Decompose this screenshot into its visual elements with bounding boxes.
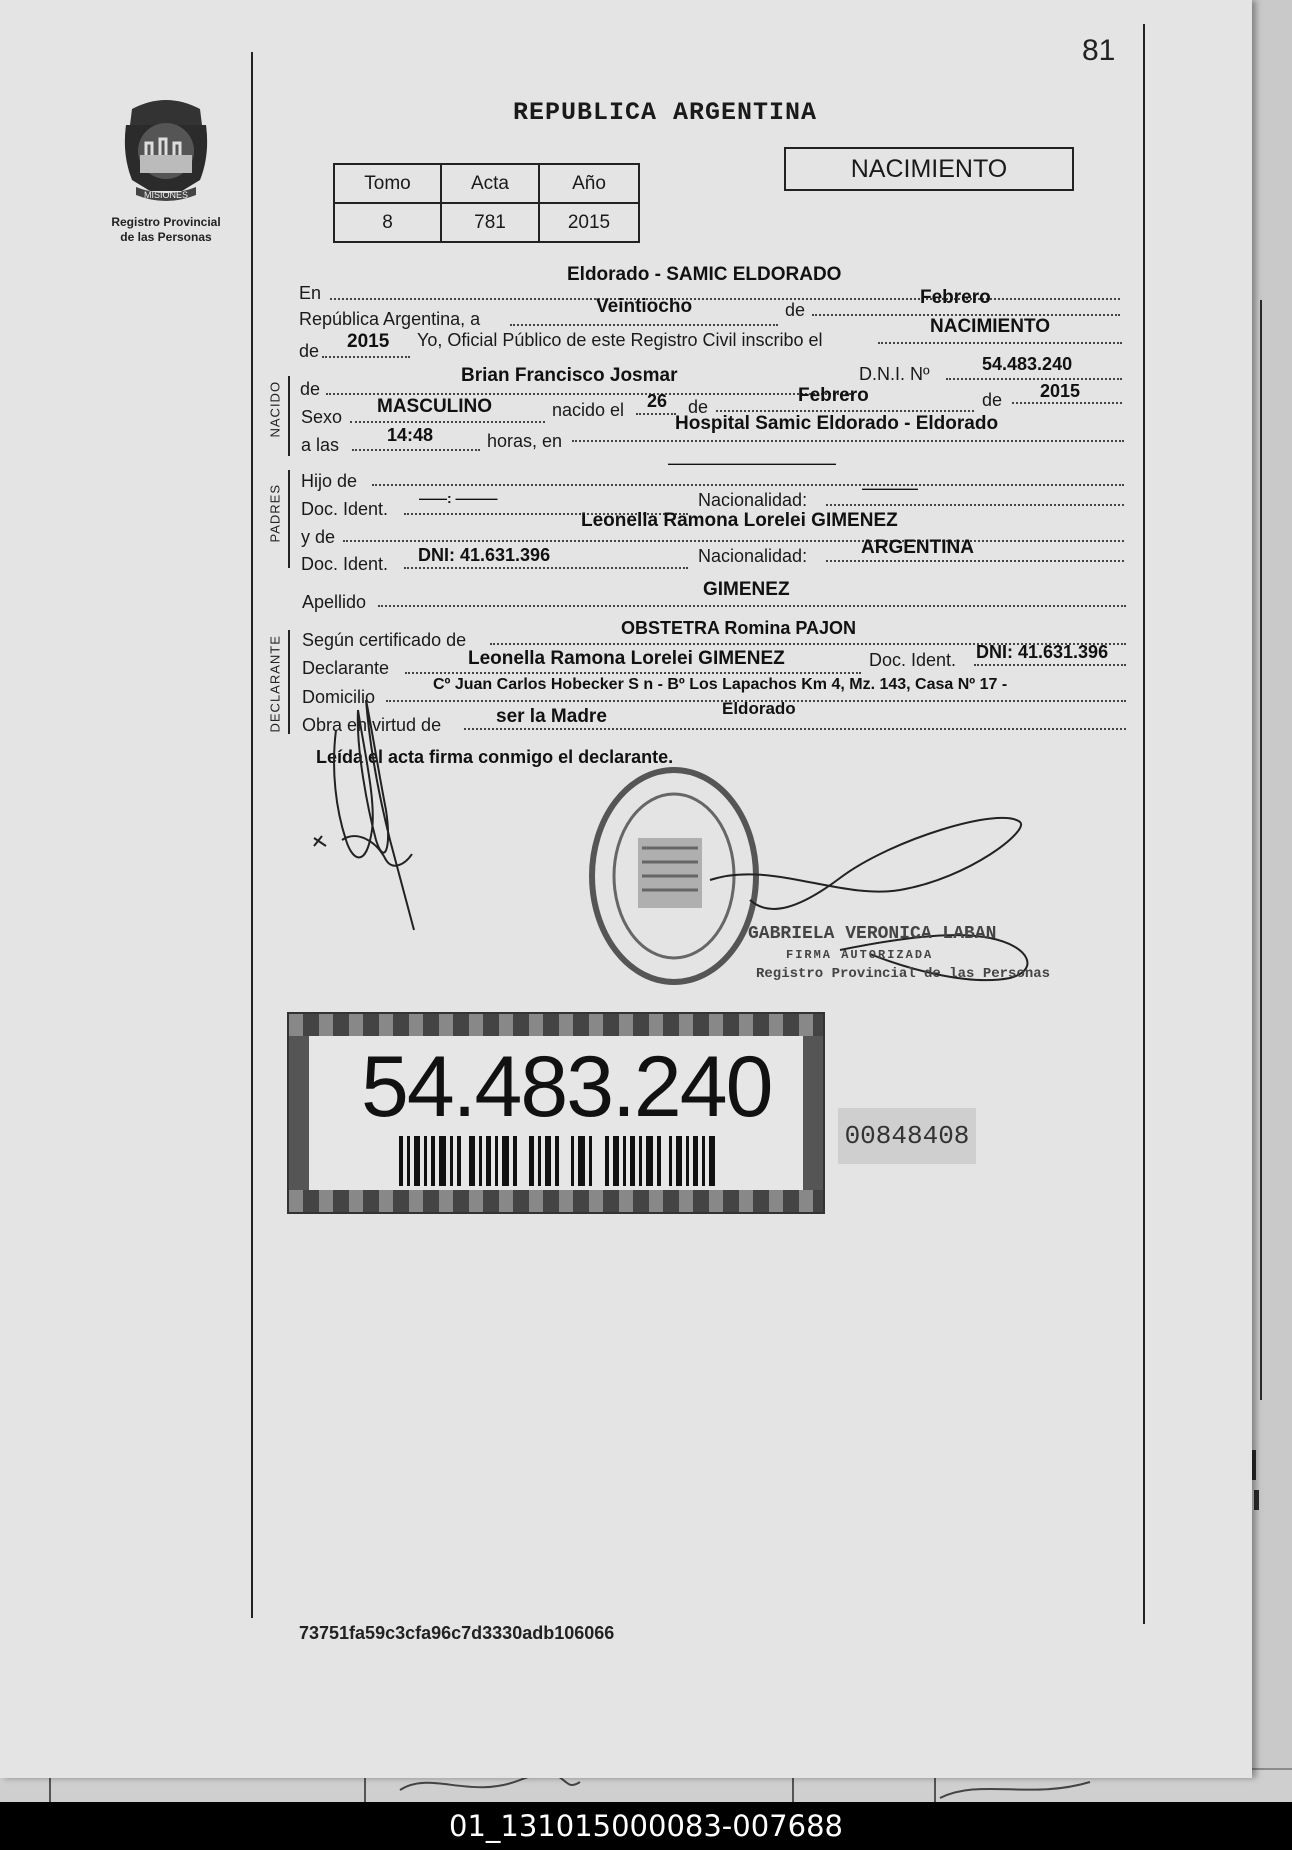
sticker-inner bbox=[309, 1036, 803, 1190]
value-anio: 2015 bbox=[539, 203, 639, 242]
obra-label: Obra en virtud de bbox=[302, 715, 442, 735]
header-anio: Año bbox=[539, 164, 639, 203]
padres-section-label: PADRES bbox=[267, 484, 283, 543]
anio-value: 2015 bbox=[347, 331, 390, 352]
page-number: 81 bbox=[1082, 34, 1116, 67]
madre-dots bbox=[343, 540, 1124, 542]
en-dots bbox=[330, 298, 1120, 300]
en-label: En bbox=[299, 283, 322, 303]
declarant-signature bbox=[306, 690, 456, 950]
image-caption: 01_131015000083-007688 bbox=[0, 1802, 1292, 1850]
domicilio-label: Domicilio bbox=[302, 687, 376, 707]
logo-caption-line-1: Registro Provincial bbox=[111, 215, 221, 229]
hijo-dots bbox=[372, 484, 1124, 486]
apellido-value: GIMENEZ bbox=[703, 579, 790, 600]
doc2-value: DNI: 41.631.396 bbox=[418, 545, 551, 565]
nombre-dots bbox=[326, 393, 854, 395]
padres-bracket bbox=[288, 470, 290, 568]
dia-value: Veintiocho bbox=[596, 296, 693, 317]
country-title: REPUBLICA ARGENTINA bbox=[513, 98, 818, 127]
anio-nac-dots bbox=[1012, 402, 1122, 404]
nac1-label: Nacionalidad: bbox=[698, 490, 808, 510]
apellido-label: Apellido bbox=[302, 592, 367, 612]
tipo-value: NACIMIENTO bbox=[930, 316, 1050, 337]
hijo-label: Hijo de bbox=[301, 471, 358, 491]
sticker-border-pattern-bottom bbox=[289, 1190, 823, 1212]
nacido-de-label-2: de bbox=[688, 397, 709, 417]
nacido-de-label: de bbox=[300, 379, 321, 399]
a-las-label: a las bbox=[301, 435, 340, 455]
domicilio-value-2: Eldorado bbox=[722, 699, 796, 718]
hora-value: 14:48 bbox=[387, 425, 434, 445]
registry-table bbox=[333, 163, 640, 243]
dni-dots bbox=[946, 378, 1122, 380]
nacido-section-label: NACIDO bbox=[267, 380, 283, 438]
lugar-value: Hospital Samic Eldorado - Eldorado bbox=[675, 413, 999, 434]
registry-value-row bbox=[334, 203, 639, 242]
official-org: Registro Provincial de las Personas bbox=[756, 966, 1051, 982]
hora-dots bbox=[352, 449, 480, 451]
leida-text: Leída el acta firma conmigo el declarante. bbox=[316, 747, 674, 767]
mes-nac-value: Febrero bbox=[798, 385, 869, 406]
declarante-bracket bbox=[288, 630, 290, 734]
nac1-value: ———— bbox=[862, 480, 918, 496]
value-tomo: 8 bbox=[334, 203, 441, 242]
barcode-sticker bbox=[287, 1012, 825, 1214]
nacido-bracket bbox=[288, 376, 290, 456]
document-type-box: NACIMIENTO bbox=[784, 147, 1074, 191]
republica-label: República Argentina, a bbox=[299, 309, 481, 329]
logo-caption bbox=[96, 215, 236, 245]
sexo-label: Sexo bbox=[301, 407, 343, 427]
nac2-dots bbox=[826, 560, 1124, 562]
svg-text:MISIONES: MISIONES bbox=[143, 190, 189, 200]
header-tomo: Tomo bbox=[334, 164, 441, 203]
nacido-el-label: nacido el bbox=[552, 400, 625, 420]
declarante-doc-value: DNI: 41.631.396 bbox=[976, 642, 1109, 662]
domicilio-value: Cº Juan Carlos Hobecker S n - Bº Los Lapachos Km 4, Mz. 143, Casa Nº 17 - bbox=[433, 676, 1008, 693]
nacido-de-label-3: de bbox=[982, 390, 1003, 410]
dia-dots bbox=[510, 324, 778, 326]
segun-label: Según certificado de bbox=[302, 630, 467, 650]
logo-caption-line-2: de las Personas bbox=[120, 230, 212, 244]
oficial-text: Yo, Oficial Público de este Registro Civil inscribo el bbox=[417, 330, 823, 350]
lugar-dots bbox=[572, 440, 1124, 442]
mes-nac-dots bbox=[716, 410, 974, 412]
de-label: de bbox=[785, 300, 806, 320]
document-hash: 73751fa59c3cfa96c7d3330adb106066 bbox=[299, 1623, 615, 1643]
province-seal bbox=[112, 95, 220, 210]
hijo-value: ———————————— bbox=[668, 455, 836, 471]
barcode-number: 54.483.240 bbox=[361, 1039, 772, 1135]
registry-header-row bbox=[334, 164, 639, 203]
sexo-dots bbox=[350, 421, 545, 423]
mes-value: Febrero bbox=[920, 287, 991, 308]
official-name: GABRIELA VERONICA LABAN bbox=[748, 924, 997, 944]
doc1-label: Doc. Ident. bbox=[301, 499, 389, 519]
dni-value: 54.483.240 bbox=[982, 354, 1073, 374]
anio-dots bbox=[322, 356, 410, 358]
horas-en-label: horas, en bbox=[487, 431, 563, 451]
header-acta: Acta bbox=[441, 164, 539, 203]
nombre-value: Brian Francisco Josmar bbox=[461, 365, 678, 386]
obra-value: ser la Madre bbox=[496, 706, 607, 727]
dia-nac-dots bbox=[636, 413, 676, 415]
doc1-value: ——: ——— bbox=[419, 490, 498, 506]
declarante-dots bbox=[405, 672, 861, 674]
left-margin-line bbox=[251, 52, 253, 1618]
de2-label: de bbox=[299, 341, 320, 361]
nac2-value: ARGENTINA bbox=[861, 537, 974, 558]
tipo-dots bbox=[878, 342, 1122, 344]
en-value: Eldorado - SAMIC ELDORADO bbox=[567, 264, 842, 285]
obra-dots bbox=[464, 728, 1126, 730]
value-acta: 781 bbox=[441, 203, 539, 242]
declarante-value: Leonella Ramona Lorelei GIMENEZ bbox=[468, 648, 785, 669]
yde-label: y de bbox=[301, 527, 336, 547]
declarante-section-label: DECLARANTE bbox=[267, 635, 283, 733]
serial-stamp: 00848408 bbox=[838, 1108, 976, 1164]
anio-nac-value: 2015 bbox=[1040, 381, 1081, 401]
dni-label: D.N.I. Nº bbox=[859, 364, 930, 384]
sticker-border-pattern bbox=[289, 1014, 823, 1036]
official-role: FIRMA AUTORIZADA bbox=[786, 948, 934, 962]
doc2-label: Doc. Ident. bbox=[301, 554, 389, 574]
doc2-dots bbox=[404, 567, 688, 569]
apellido-dots bbox=[378, 605, 1126, 607]
declarante-label: Declarante bbox=[302, 658, 390, 678]
barcode-icon bbox=[399, 1136, 717, 1186]
declarante-doc-label: Doc. Ident. bbox=[869, 650, 957, 670]
right-margin-line bbox=[1143, 24, 1145, 1624]
declarante-doc-dots bbox=[974, 664, 1126, 666]
nac1-dots bbox=[826, 504, 1124, 506]
dia-nac-value: 26 bbox=[647, 391, 668, 411]
nac2-label: Nacionalidad: bbox=[698, 546, 808, 566]
segun-value: OBSTETRA Romina PAJON bbox=[621, 618, 857, 638]
madre-value: Leonella Ramona Lorelei GIMENEZ bbox=[581, 510, 898, 531]
sexo-value: MASCULINO bbox=[377, 396, 493, 417]
